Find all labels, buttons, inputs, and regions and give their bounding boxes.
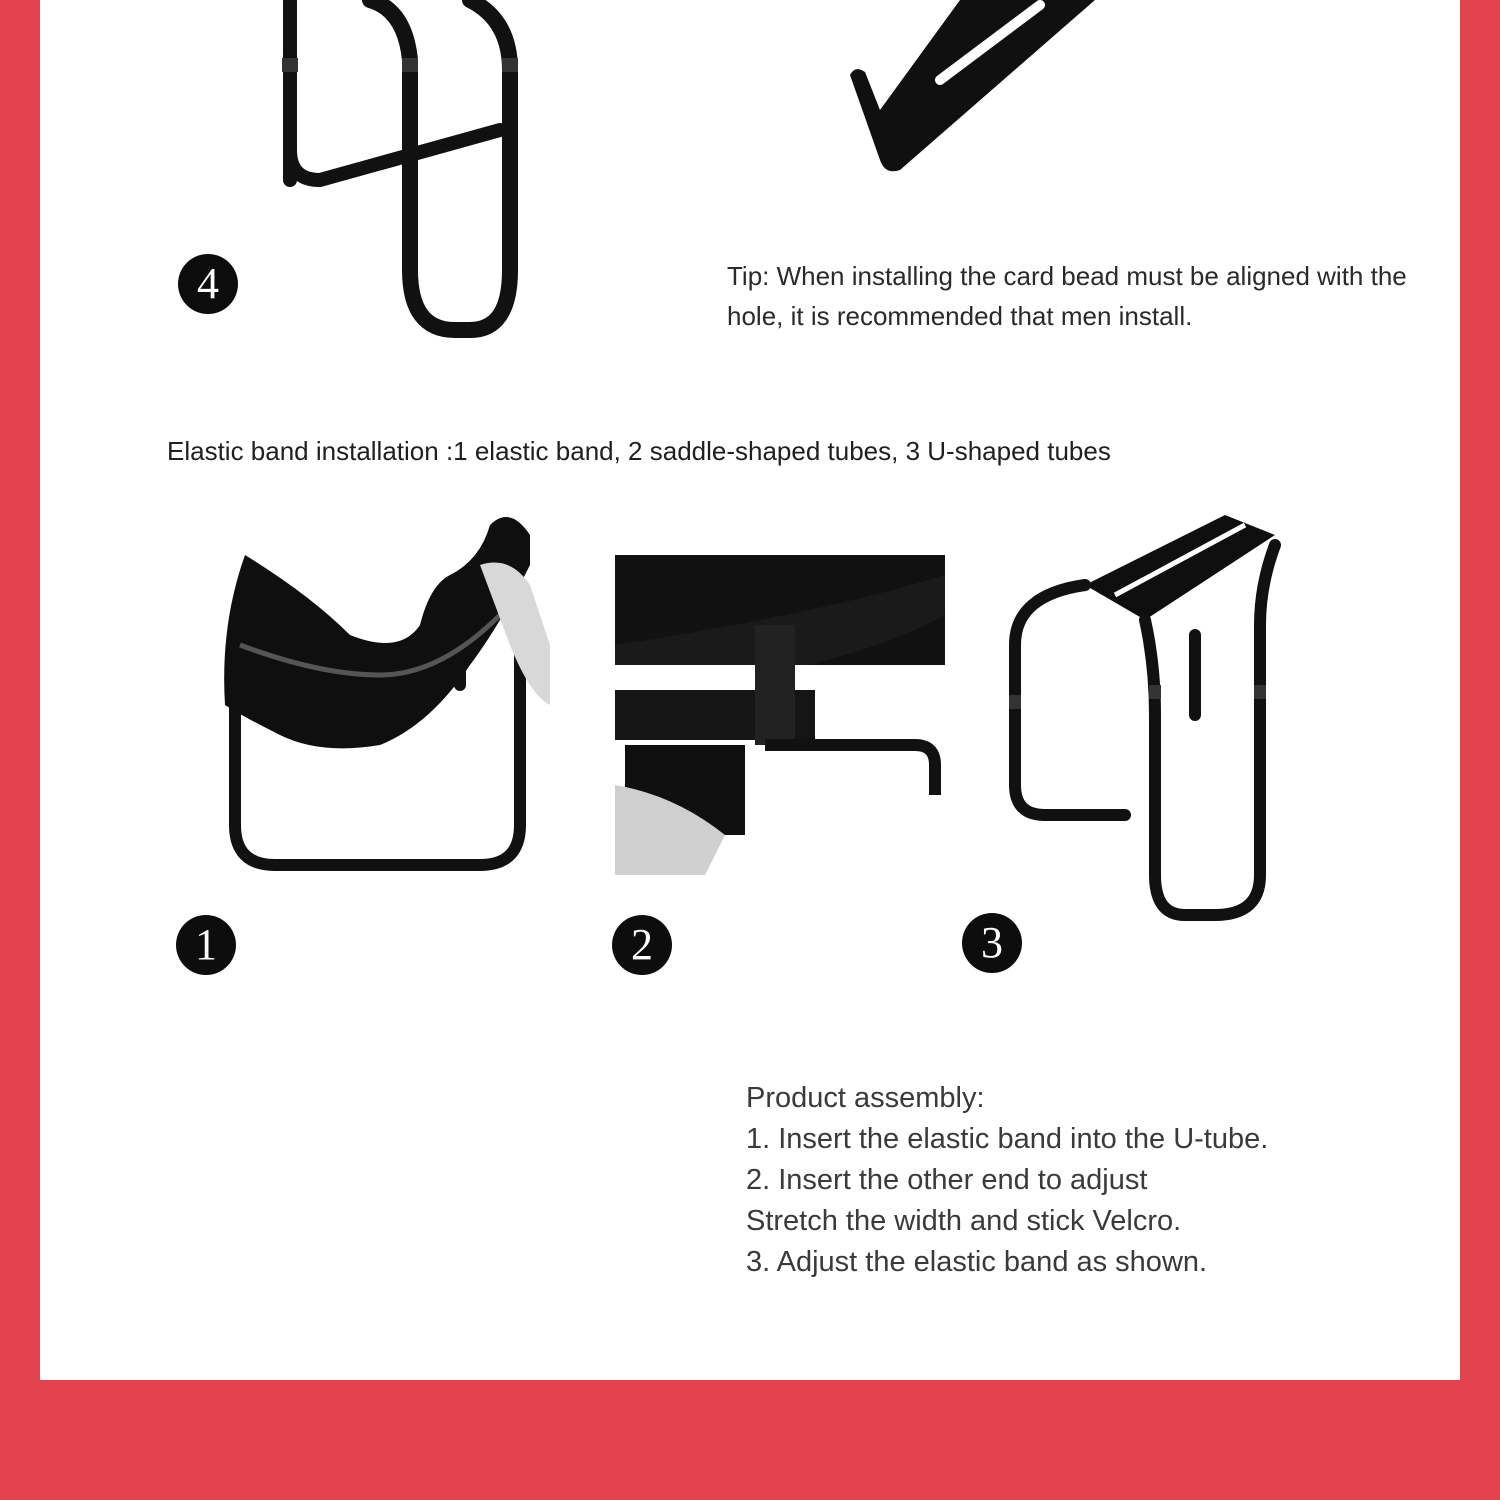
assembly-line-3: Stretch the width and stick Velcro. [746, 1205, 1182, 1237]
step-1-illustration [180, 505, 550, 875]
saddle-tube-detail-illustration [840, 0, 1100, 180]
assembly-line-2: 2. Insert the other end to adjust [746, 1164, 1148, 1196]
step-2-illustration [615, 555, 945, 885]
tip-line-1: Tip: When installing the card bead must be aligned with the [727, 261, 1407, 291]
product-assembly-instructions [746, 1078, 1268, 1283]
assembly-line-1: 1. Insert the elastic band into the U-tube. [746, 1123, 1269, 1155]
step-4-frame-illustration [270, 0, 530, 340]
step-3-illustration [995, 515, 1285, 935]
step-3-badge: 3 [962, 913, 1022, 973]
step-2-badge: 2 [612, 915, 672, 975]
tip-line-2: hole, it is recommended that men install. [727, 301, 1193, 331]
elastic-band-installation-caption: Elastic band installation :1 elastic band, 2 saddle-shaped tubes, 3 U-shaped tubes [167, 436, 1111, 466]
step-1-badge: 1 [176, 915, 236, 975]
assembly-line-4: 3. Adjust the elastic band as shown. [746, 1246, 1208, 1278]
installation-tip [727, 256, 1407, 336]
assembly-heading: Product assembly: [746, 1082, 985, 1114]
step-4-badge: 4 [178, 254, 238, 314]
instruction-sheet [40, 0, 1460, 1380]
